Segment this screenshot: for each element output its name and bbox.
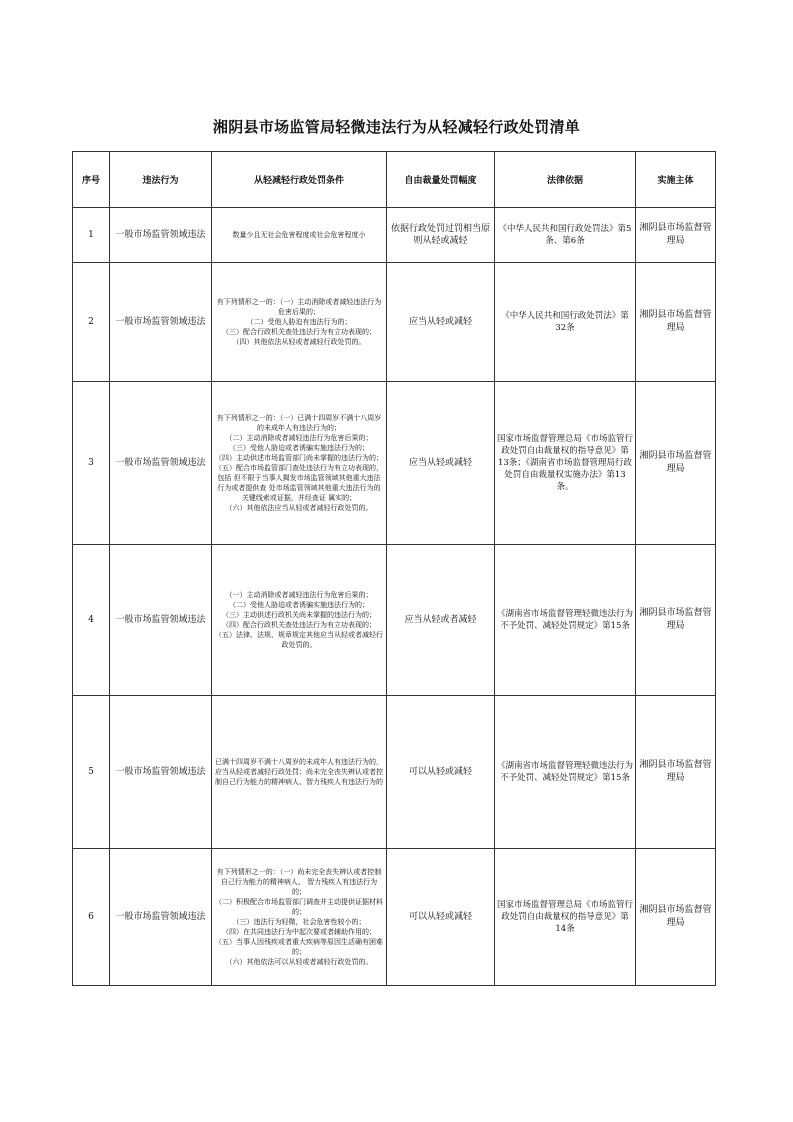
condition-line: （一）主动消除或者减轻违法行为危害后果的； [225, 591, 373, 599]
table-row [73, 263, 716, 382]
condition-line: （五）法律、法规、规章规定其他应当从轻或者减轻行政处罚的。 [215, 631, 383, 649]
table-row [73, 849, 716, 986]
table-row [73, 545, 716, 696]
implementer-cell: 湘阴县市场监督管理局 [636, 849, 716, 986]
violation-cell: 一般市场监管领域违法 [110, 696, 212, 849]
table-header-row [73, 152, 716, 208]
legal-basis-cell: 《中华人民共和国行政处罚法》第5条、第6条 [495, 208, 636, 263]
violation-cell: 一般市场监管领域违法 [110, 263, 212, 382]
discretion-cell: 应当从轻或减轻 [387, 263, 495, 382]
row-index: 1 [73, 208, 110, 263]
violation-cell: 一般市场监管领域违法 [110, 208, 212, 263]
condition-line: （三）受他人胁迫或者诱骗实施违法行为的； [229, 444, 369, 452]
row-index: 2 [73, 263, 110, 382]
table-row [73, 696, 716, 849]
condition-line: （三）违法行为轻微，社会危害性较小的； [232, 918, 366, 926]
legal-basis-cell: 《湖南省市场监督管理轻微违法行为不予处罚、减轻处罚规定》第15条 [495, 696, 636, 849]
condition-line: 数量少且无社会危害程度或社会危害程度小 [232, 231, 366, 239]
condition-line: （二）受他人胁迫有违法行为的； [246, 318, 352, 326]
table-row [73, 382, 716, 545]
penalty-list-table [72, 151, 716, 986]
implementer-cell: 湘阴县市场监督管理局 [636, 263, 716, 382]
conditions-cell [212, 382, 387, 545]
condition-line: （二）主动消除或者减轻违法行为危害后果的； [225, 434, 373, 442]
conditions-cell [212, 545, 387, 696]
condition-line: （四）配合行政机关查处违法行为有立功表现的； [222, 621, 376, 629]
condition-line: （四）其他依法从轻或者减轻行政处罚的。 [232, 338, 366, 346]
condition-line: （三）主动供述行政机关尚未掌握的违法行为的； [222, 611, 376, 619]
condition-line: （四）主动供述市场监管部门尚未掌握的违法行为的； [215, 454, 383, 462]
condition-line: 有下列情形之一的：（一）已满十四周岁不满十八周岁的未成年人有违法行为的； [216, 414, 382, 432]
header-conditions: 从轻减轻行政处罚条件 [212, 152, 387, 208]
violation-cell: 一般市场监管领域违法 [110, 545, 212, 696]
document-title: 湘阴县市场监管局轻微违法行为从轻减轻行政处罚清单 [212, 118, 581, 136]
legal-basis-cell: 国家市场监督管理总局《市场监管行政处罚自由裁量权的指导意见》第13条；《湖南省市场监督管理局行政处罚自由裁量权实施办法》第13条。 [495, 382, 636, 545]
discretion-cell: 可以从轻或减轻 [387, 849, 495, 986]
condition-line: （六）其他依法可以从轻或者减轻行政处罚的。 [225, 958, 373, 966]
conditions-cell [212, 263, 387, 382]
row-index: 6 [73, 849, 110, 986]
condition-line: （二）积极配合市场监管部门调查并主动提供证据材料的； [215, 898, 383, 916]
implementer-cell: 湘阴县市场监督管理局 [636, 545, 716, 696]
discretion-cell: 依据行政处罚过罚相当原则从轻或减轻 [387, 208, 495, 263]
header-violation: 违法行为 [110, 152, 212, 208]
conditions-cell [212, 208, 387, 263]
row-index: 4 [73, 545, 110, 696]
conditions-cell [212, 696, 387, 849]
condition-line: （四）在共同违法行为中起次要或者辅助作用的； [222, 928, 376, 936]
row-index: 3 [73, 382, 110, 545]
conditions-cell [212, 849, 387, 986]
discretion-cell: 应当从轻或者减轻 [387, 545, 495, 696]
header-index: 序号 [73, 152, 110, 208]
implementer-cell: 湘阴县市场监督管理局 [636, 696, 716, 849]
condition-line: （六）其他依法应当从轻或者减轻行政处罚的。 [225, 504, 373, 512]
condition-line: （三）配合行政机关查处违法行为有立功表现的； [222, 328, 376, 336]
condition-line: 有下列情形之一的：（一）主动消除或者减轻违法行为危害后果的； [216, 298, 382, 316]
table-row [73, 208, 716, 263]
discretion-cell: 可以从轻或减轻 [387, 696, 495, 849]
legal-basis-cell: 《湖南省市场监督管理轻微违法行为不予处罚、减轻处罚规定》第15条 [495, 545, 636, 696]
discretion-cell: 应当从轻或减轻 [387, 382, 495, 545]
condition-line: 有下列情形之一的：（一）尚未完全丧失辨认或者控制自己行为能力的精神病人、 智力残疾人有违法行为的； [216, 868, 382, 896]
violation-cell: 一般市场监管领域违法 [110, 382, 212, 545]
header-discretion: 自由裁量处罚幅度 [387, 152, 495, 208]
condition-line: （二）受他人胁迫或者诱骗实施违法行为的； [229, 601, 369, 609]
implementer-cell: 湘阴县市场监督管理局 [636, 382, 716, 545]
violation-cell: 一般市场监管领域违法 [110, 849, 212, 986]
implementer-cell: 湘阴县市场监督管理局 [636, 208, 716, 263]
header-legal-basis: 法律依据 [495, 152, 636, 208]
row-index: 5 [73, 696, 110, 849]
condition-line: 已满十四周岁不满十八周岁的未成年人有违法行为的，应当从轻或者减轻行政处罚；尚未完全丧失辨认或者控制自己行为能力的精神病人、智力残疾人有违法行为的 [215, 758, 383, 786]
header-implementer: 实施主体 [636, 152, 716, 208]
legal-basis-cell: 国家市场监督管理总局《市场监管行政处罚自由裁量权的指导意见》第14条 [495, 849, 636, 986]
legal-basis-cell: 《中华人民共和国行政处罚法》第32条 [495, 263, 636, 382]
condition-line: （五）配合市场监管部门查处违法行为有立功表现的，包括 但不限于当事人揭发市场监管领域其他重大违法行为或者提供查 处市场监管领域其他重大违法行为的关键线索或证据，并经查证 属实的； [215, 464, 383, 502]
condition-line: （五）当事人因残疾或者重大疾病等原因生活确有困难的； [215, 938, 383, 956]
